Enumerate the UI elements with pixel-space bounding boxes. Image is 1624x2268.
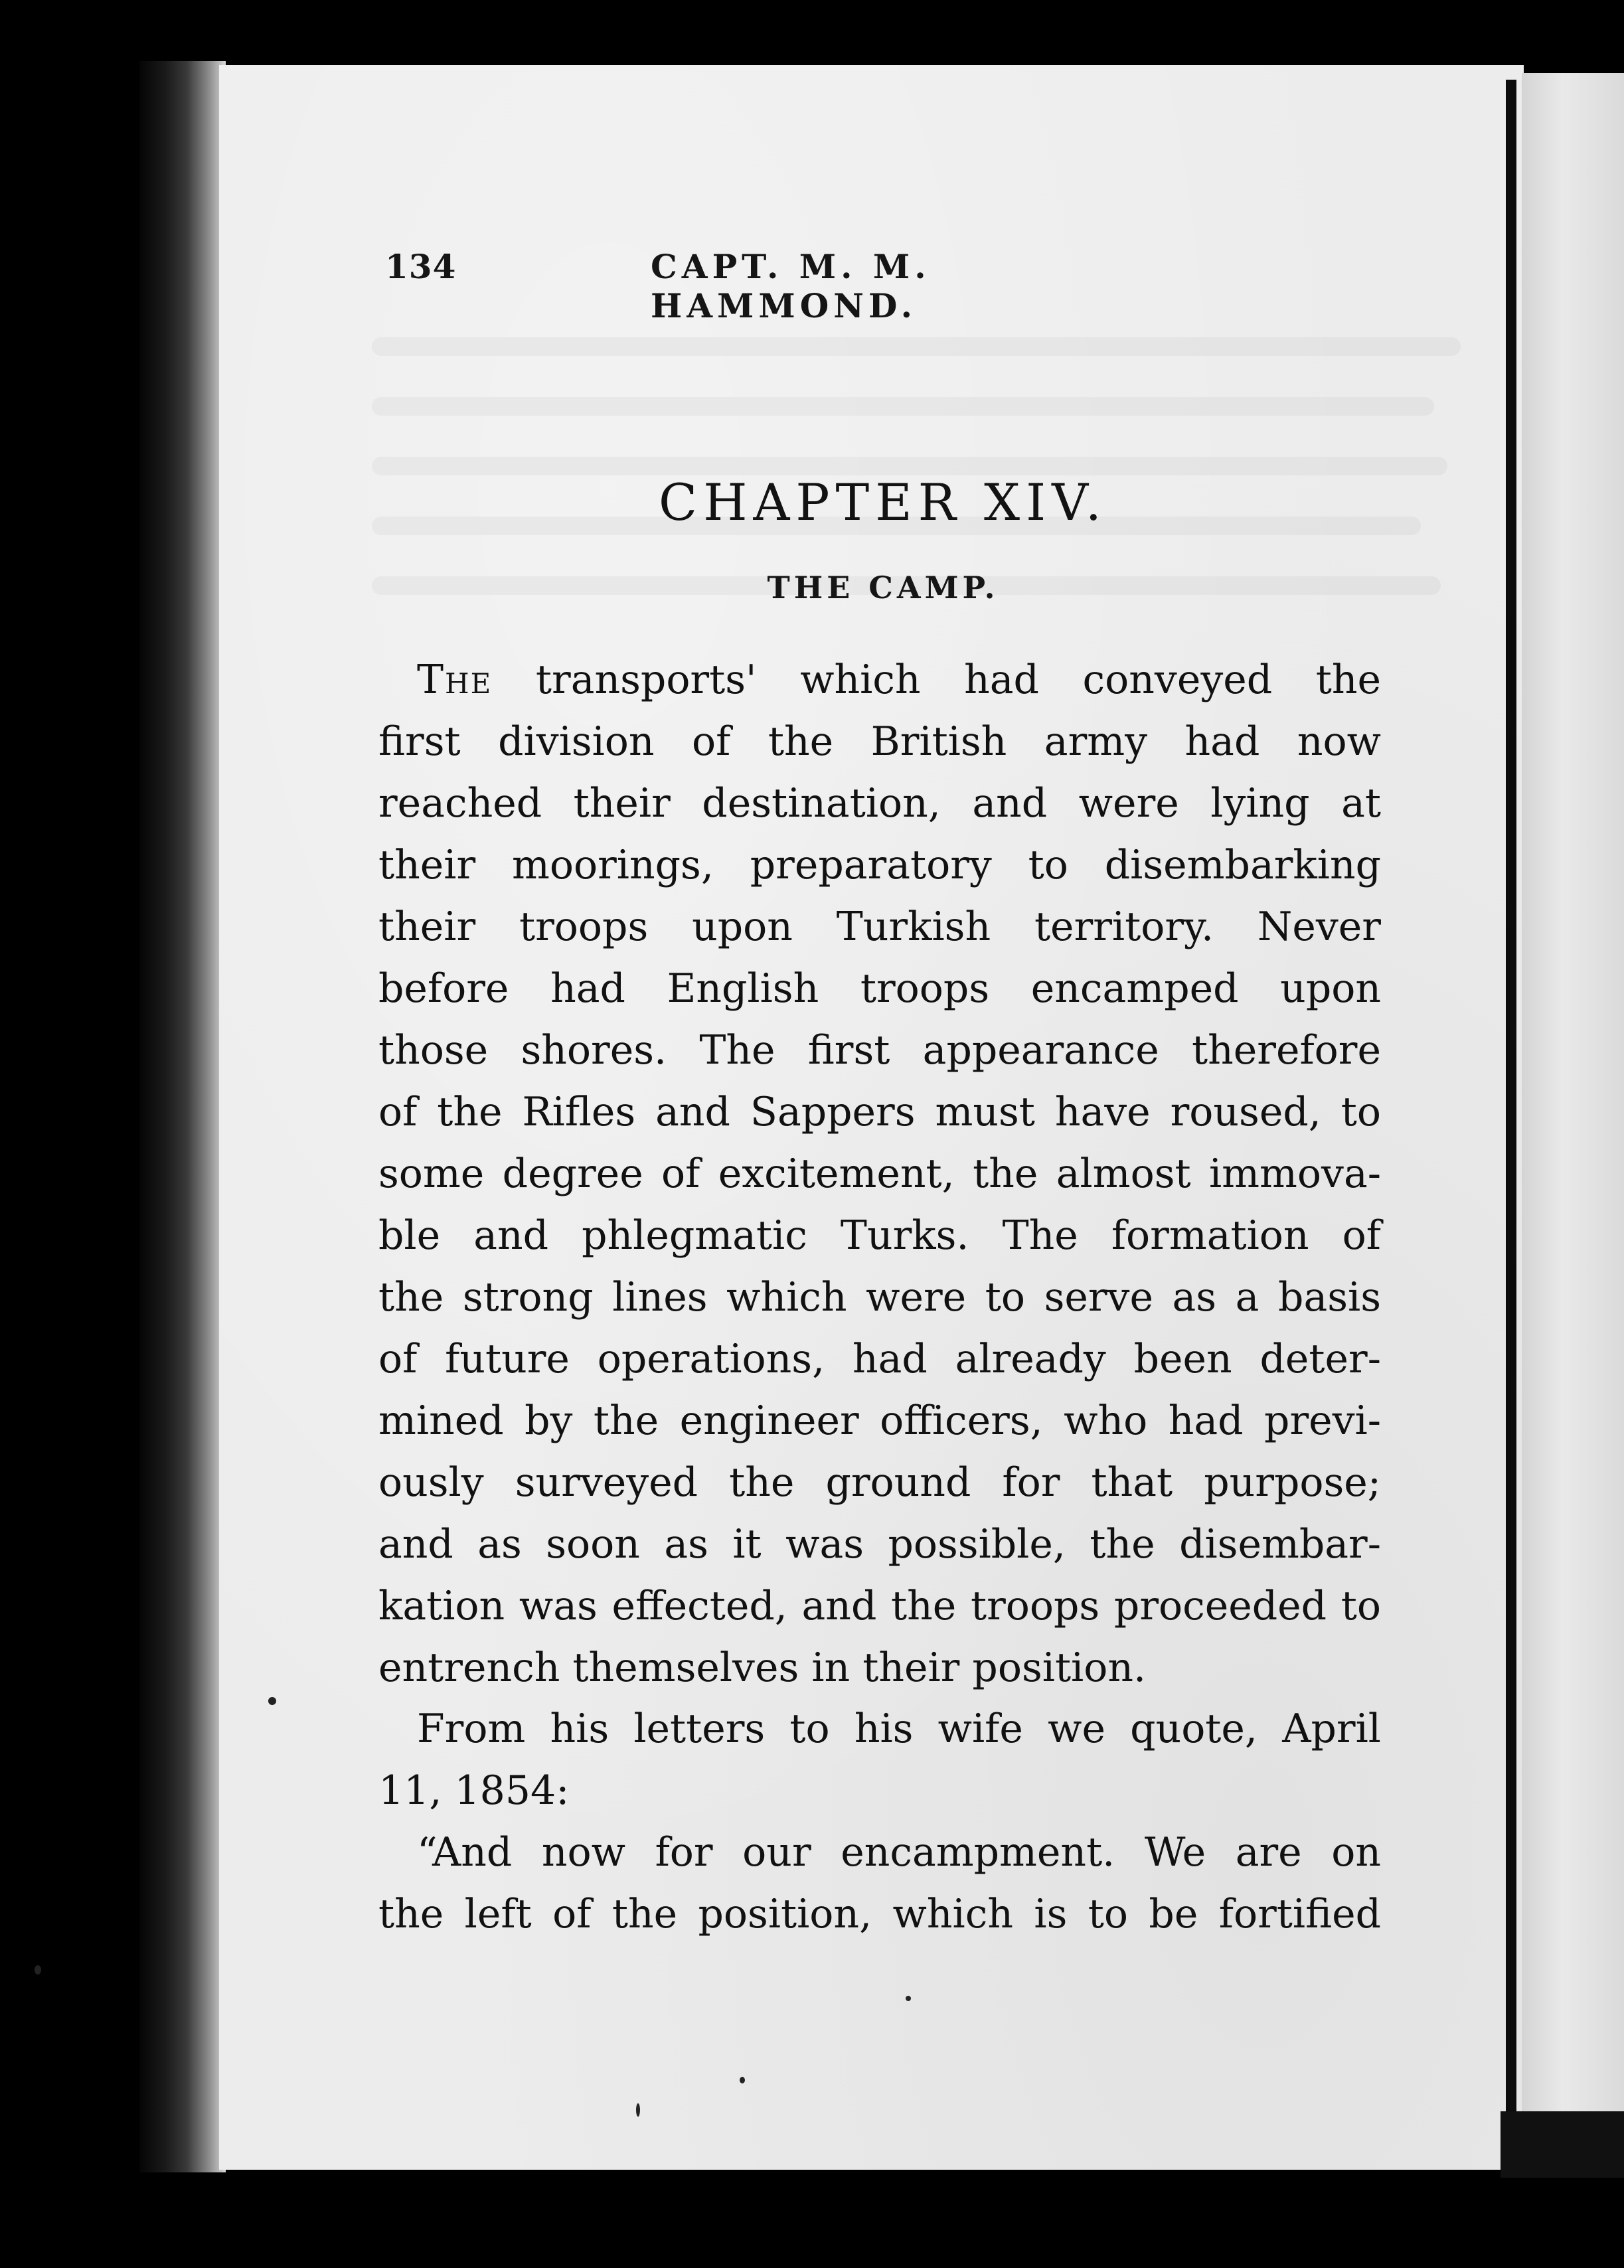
scan-speck	[740, 2077, 745, 2083]
page-number: 134	[385, 247, 457, 286]
scan-speck	[35, 1965, 41, 1975]
text-line: the strong lines which were to serve as a basis	[378, 1274, 1381, 1321]
lead-word: The	[417, 657, 493, 703]
text-line: mined by the engineer officers, who had previ-	[378, 1398, 1381, 1444]
facing-page-shadow	[1501, 2111, 1624, 2178]
text-line: entrench themselves in their position.	[378, 1645, 1147, 1691]
paragraph-3	[378, 1822, 1381, 1945]
text-line: of the Rifles and Sappers must have roused, to	[378, 1089, 1381, 1135]
text-line: From his letters to his wife we quote, April	[417, 1706, 1381, 1752]
text-line: “And now for our encampment. We are on	[417, 1829, 1381, 1876]
text-line: kation was effected, and the troops proceeded to	[378, 1583, 1381, 1629]
paragraph-1	[378, 649, 1381, 1699]
page-gutter	[1506, 80, 1516, 2178]
text-line: some degree of excitement, the almost immova-	[378, 1151, 1381, 1197]
text-line-content: transports' which had conveyed the	[492, 657, 1381, 703]
text-line: their moorings, preparatory to disembarking	[378, 842, 1381, 888]
text-line: their troops upon Turkish territory. Never	[378, 904, 1381, 950]
running-head	[385, 247, 1135, 325]
scan-speck	[268, 1697, 276, 1705]
text-line: of future operations, had already been deter-	[378, 1336, 1381, 1382]
text-line: before had English troops encamped upon	[378, 965, 1381, 1012]
book-spine-edge	[139, 61, 226, 2172]
text-line: first division of the British army had now	[378, 718, 1381, 765]
text-line: ble and phlegmatic Turks. The formation of	[378, 1212, 1381, 1259]
text-line: reached their destination, and were lying at	[378, 780, 1381, 827]
scan-speck	[906, 1996, 911, 2001]
text-line: and as soon as it was possible, the disembar-	[378, 1521, 1381, 1568]
show-through-line	[372, 337, 1461, 356]
scan-speck	[636, 2103, 640, 2117]
text-line: ously surveyed the ground for that purpose;	[378, 1459, 1381, 1506]
text-line: those shores. The first appearance therefore	[378, 1027, 1381, 1074]
running-title: CAPT. M. M. HAMMOND.	[651, 247, 931, 325]
text-line: 11, 1854:	[378, 1767, 570, 1814]
chapter-subheading: THE CAMP.	[767, 570, 999, 606]
facing-page-edge	[1522, 73, 1624, 2178]
paragraph-2	[378, 1698, 1381, 1822]
text-line	[378, 649, 1381, 711]
show-through-line	[372, 397, 1434, 416]
text-line: the left of the position, which is to be fortified	[378, 1891, 1381, 1937]
chapter-heading: CHAPTER XIV.	[659, 473, 1107, 532]
